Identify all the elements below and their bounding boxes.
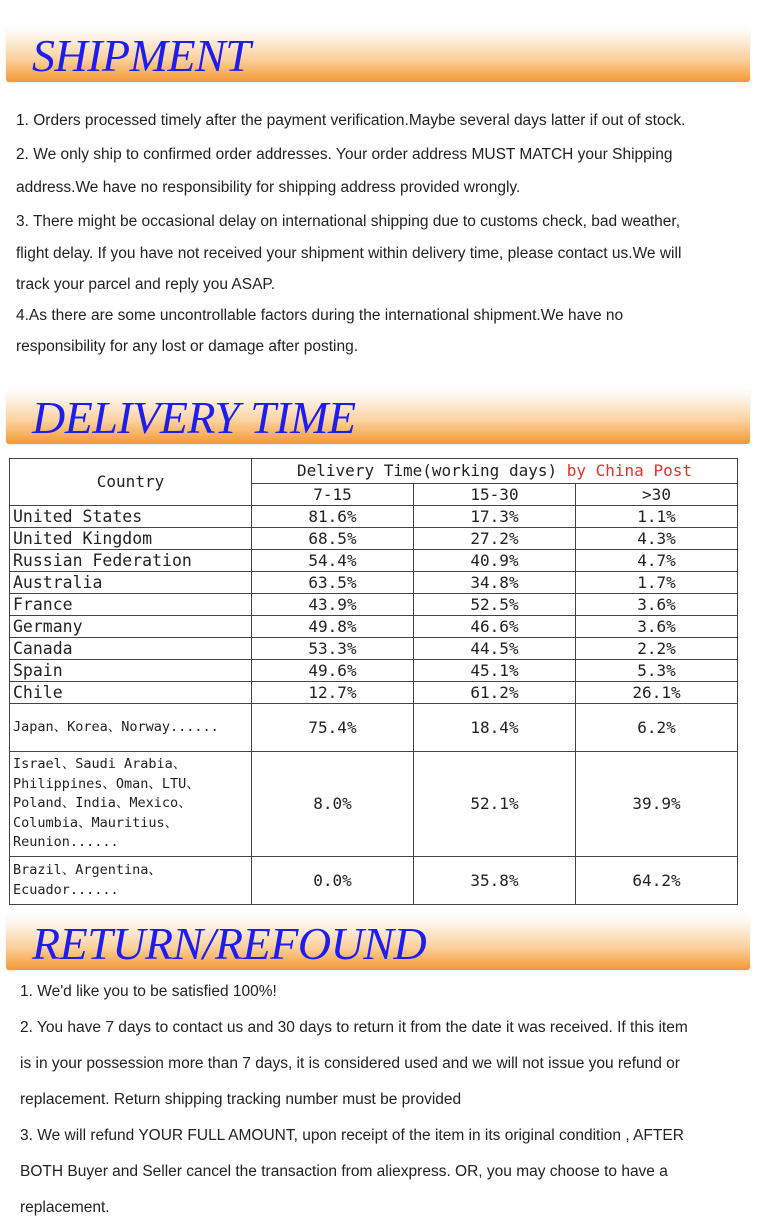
- delivery-table: [9, 458, 738, 905]
- country-cell: Germany: [10, 616, 252, 638]
- country-cell: Japan、Korea、Norway......: [10, 704, 252, 752]
- value-cell: 27.2%: [414, 528, 576, 550]
- table-row: [10, 857, 738, 905]
- value-cell: 63.5%: [252, 572, 414, 594]
- table-row: [10, 572, 738, 594]
- value-cell: 52.5%: [414, 594, 576, 616]
- table-row: [10, 550, 738, 572]
- value-cell: 35.8%: [414, 857, 576, 905]
- table-row: [10, 528, 738, 550]
- value-cell: 12.7%: [252, 682, 414, 704]
- range-header: 15-30: [414, 484, 576, 506]
- value-cell: 1.1%: [576, 506, 738, 528]
- value-cell: 52.1%: [414, 752, 576, 857]
- value-cell: 49.8%: [252, 616, 414, 638]
- value-cell: 46.6%: [414, 616, 576, 638]
- value-cell: 18.4%: [414, 704, 576, 752]
- refund-banner: [6, 914, 750, 970]
- table-row: [10, 506, 738, 528]
- value-cell: 17.3%: [414, 506, 576, 528]
- value-cell: 5.3%: [576, 660, 738, 682]
- delivery-banner: [6, 388, 750, 444]
- value-cell: 3.6%: [576, 594, 738, 616]
- value-cell: 2.2%: [576, 638, 738, 660]
- country-cell: Russian Federation: [10, 550, 252, 572]
- table-row: [10, 704, 738, 752]
- range-header: 7-15: [252, 484, 414, 506]
- shipment-title: SHIPMENT: [32, 30, 251, 81]
- delivery-title: DELIVERY TIME: [32, 392, 356, 443]
- value-cell: 54.4%: [252, 550, 414, 572]
- value-cell: 26.1%: [576, 682, 738, 704]
- delivery-time-header: [252, 459, 738, 484]
- table-row: [10, 616, 738, 638]
- value-cell: 39.9%: [576, 752, 738, 857]
- value-cell: 4.7%: [576, 550, 738, 572]
- refund-line: 2. You have 7 days to contact us and 30 days to return it from the date it was received. If this item: [20, 1019, 688, 1036]
- value-cell: 53.3%: [252, 638, 414, 660]
- shipment-line: flight delay. If you have not received your shipment within delivery time, please contact us.We will: [16, 245, 682, 262]
- refund-line: replacement. Return shipping tracking number must be provided: [20, 1091, 462, 1108]
- value-cell: 8.0%: [252, 752, 414, 857]
- value-cell: 1.7%: [576, 572, 738, 594]
- shipment-line: 4.As there are some uncontrollable factors during the international shipment.We have no: [16, 307, 624, 324]
- shipment-banner: [6, 26, 750, 82]
- value-cell: 34.8%: [414, 572, 576, 594]
- value-cell: 44.5%: [414, 638, 576, 660]
- country-cell: Chile: [10, 682, 252, 704]
- refund-line: is in your possession more than 7 days, it is considered used and we will not issue you refund or: [20, 1055, 680, 1072]
- shipment-line: address.We have no responsibility for shipping address provided wrongly.: [16, 179, 521, 196]
- value-cell: 45.1%: [414, 660, 576, 682]
- country-cell: Israel、Saudi Arabia、Philippines、Oman、LTU、Poland、India、Mexico、Columbia、Mauritius、Reunion......: [10, 752, 252, 857]
- carrier-label: by China Post: [566, 461, 692, 480]
- delivery-time-label: Delivery Time(working days): [297, 461, 558, 480]
- value-cell: 64.2%: [576, 857, 738, 905]
- value-cell: 3.6%: [576, 616, 738, 638]
- country-cell: Canada: [10, 638, 252, 660]
- country-cell: Spain: [10, 660, 252, 682]
- shipment-line: responsibility for any lost or damage after posting.: [16, 338, 359, 355]
- country-cell: France: [10, 594, 252, 616]
- table-row: [10, 752, 738, 857]
- refund-line: 3. We will refund YOUR FULL AMOUNT, upon receipt of the item in its original condition , AFTER: [20, 1127, 684, 1144]
- shipment-line: 1. Orders processed timely after the payment verification.Maybe several days latter if out of stock.: [16, 112, 686, 129]
- refund-line: 1. We'd like you to be satisfied 100%!: [20, 983, 277, 1000]
- value-cell: 75.4%: [252, 704, 414, 752]
- shipment-text: [16, 104, 766, 362]
- value-cell: 40.9%: [414, 550, 576, 572]
- refund-text: [20, 974, 770, 1226]
- value-cell: 43.9%: [252, 594, 414, 616]
- value-cell: 4.3%: [576, 528, 738, 550]
- value-cell: 0.0%: [252, 857, 414, 905]
- value-cell: 68.5%: [252, 528, 414, 550]
- value-cell: 61.2%: [414, 682, 576, 704]
- refund-title: RETURN/REFOUND: [32, 918, 427, 969]
- shipment-line: 2. We only ship to confirmed order addresses. Your order address MUST MATCH your Shipping: [16, 145, 673, 163]
- refund-line: replacement.: [20, 1199, 110, 1216]
- country-cell: Australia: [10, 572, 252, 594]
- range-header: >30: [576, 484, 738, 506]
- shipment-line: track your parcel and reply you ASAP.: [16, 276, 276, 293]
- table-row: [10, 638, 738, 660]
- country-cell: United Kingdom: [10, 528, 252, 550]
- table-row: [10, 594, 738, 616]
- table-row: [10, 660, 738, 682]
- country-cell: Brazil、Argentina、Ecuador......: [10, 857, 252, 905]
- refund-line: BOTH Buyer and Seller cancel the transaction from aliexpress. OR, you may choose to have a: [20, 1163, 668, 1180]
- country-header: Country: [10, 459, 252, 506]
- shipment-line: 3. There might be occasional delay on international shipping due to customs check, bad weather,: [16, 212, 681, 230]
- table-row: [10, 682, 738, 704]
- value-cell: 81.6%: [252, 506, 414, 528]
- value-cell: 6.2%: [576, 704, 738, 752]
- country-cell: United States: [10, 506, 252, 528]
- value-cell: 49.6%: [252, 660, 414, 682]
